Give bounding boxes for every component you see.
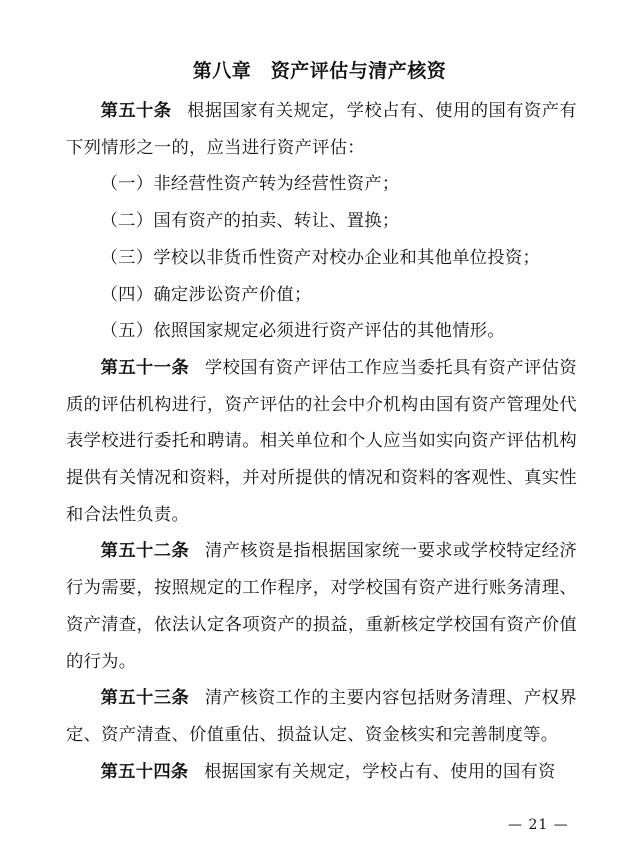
article-number: 第五十一条 xyxy=(100,357,190,378)
list-item-text: （一）非经营性资产转为经营性资产； xyxy=(100,174,400,195)
article-text: 学校国有资产评估工作应当委托具有资产评估资质的评估机构进行，资产评估的社会中介机构由国有资产管理处代表学校进行委托和聘请。相关单位和个人应当如实向资产评估机构提供有关情况和资料，并对所提供的情况和资料的客观性、真实性和合法性负责。 xyxy=(66,357,577,525)
list-item-text: （四）确定涉讼资产价值； xyxy=(100,284,312,305)
article-number: 第五十四条 xyxy=(100,761,189,782)
list-item-text: （三）学校以非货币性资产对校办企业和其他单位投资； xyxy=(100,247,541,268)
list-item xyxy=(66,277,577,314)
article-paragraph xyxy=(66,350,577,534)
list-item xyxy=(66,240,577,277)
article-text: 清产核资是指根据国家统一要求或学校特定经济行为需要，按照规定的工作程序，对学校国有资产进行账务清理、资产清查，依法认定各项资产的损益，重新核定学校国有资产价值的行为。 xyxy=(66,541,577,672)
article-paragraph xyxy=(66,93,577,166)
article-paragraph xyxy=(66,754,577,791)
article-number: 第五十三条 xyxy=(100,688,190,709)
article-text: 根据国家有关规定，学校占有、使用的国有资 xyxy=(204,761,556,782)
article-text: 清产核资工作的主要内容包括财务清理、产权界定、资产清查、价值重估、损益认定、资金核实和完善制度等。 xyxy=(66,688,577,745)
article-paragraph xyxy=(66,680,577,753)
article-number: 第五十条 xyxy=(100,101,172,121)
list-item xyxy=(66,313,577,350)
list-item xyxy=(66,203,577,240)
list-item-text: （二）国有资产的拍卖、转让、置换； xyxy=(100,211,400,232)
document-body xyxy=(66,93,577,790)
article-number: 第五十二条 xyxy=(100,541,190,562)
chapter-title: 第八章 资产评估与清产核资 xyxy=(192,60,447,82)
article-text: 根据国家有关规定，学校占有、使用的国有资产有下列情形之一的，应当进行资产评估： xyxy=(66,101,577,158)
article-paragraph xyxy=(66,533,577,680)
page-number: — 21 — xyxy=(508,817,569,833)
list-item xyxy=(66,166,577,203)
list-item-text: （五）依照国家规定必须进行资产评估的其他情形。 xyxy=(100,321,505,342)
